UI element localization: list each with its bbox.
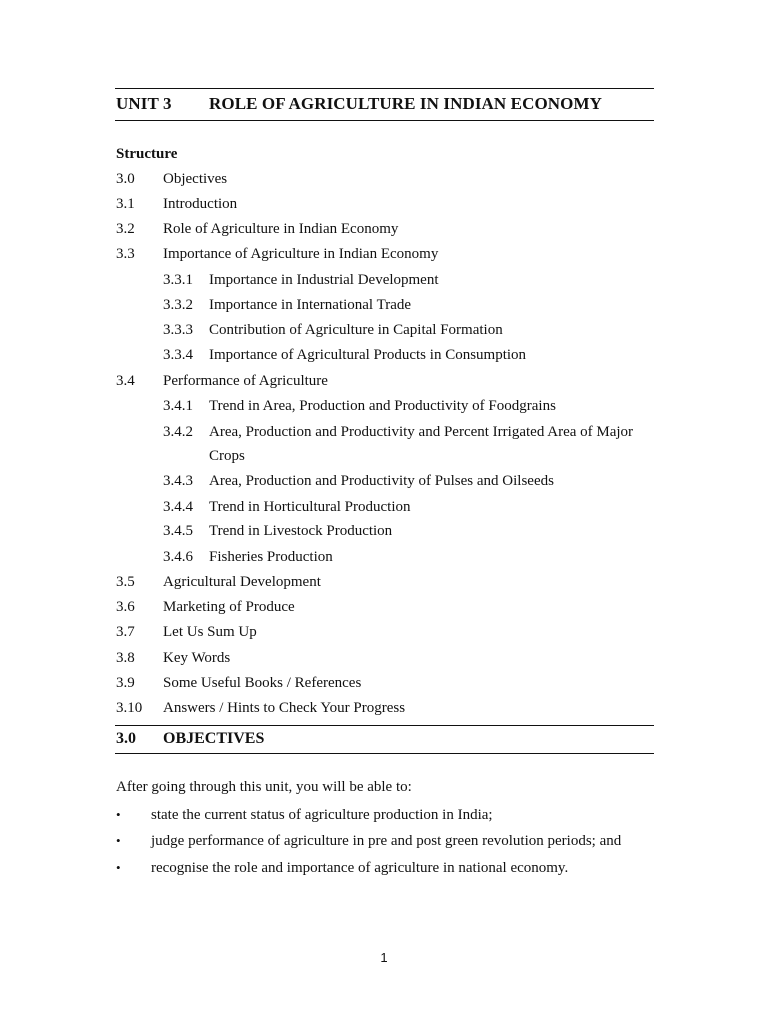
- toc-number: 3.3.1: [163, 272, 193, 288]
- toc-number: 3.4.1: [163, 398, 193, 414]
- bullet-icon: •: [116, 860, 121, 875]
- toc-label: Introduction: [163, 196, 238, 212]
- toc-number: 3.3: [116, 246, 135, 262]
- objective-text: recognise the role and importance of agriculture in national economy.: [151, 860, 569, 876]
- toc-label: Contribution of Agriculture in Capital Formation: [209, 322, 503, 338]
- toc-label: Trend in Horticultural Production: [209, 499, 411, 515]
- toc-label: Answers / Hints to Check Your Progress: [163, 700, 406, 716]
- objective-text: judge performance of agriculture in pre and post green revolution periods; and: [151, 833, 622, 849]
- top-rule: [115, 88, 654, 89]
- toc-number: 3.3.2: [163, 297, 193, 313]
- toc-number: 3.4.3: [163, 473, 193, 489]
- toc-label: Key Words: [163, 650, 231, 666]
- unit-title: ROLE OF AGRICULTURE IN INDIAN ECONOMY: [209, 94, 603, 113]
- toc-number: 3.5: [116, 574, 135, 590]
- objective-text: state the current status of agriculture production in India;: [151, 807, 493, 823]
- toc-label: Role of Agriculture in Indian Economy: [163, 221, 399, 237]
- toc-label: Importance of Agricultural Products in Consumption: [209, 347, 527, 363]
- toc-label: Trend in Livestock Production: [209, 523, 393, 539]
- toc-label: Objectives: [163, 171, 228, 187]
- toc-number: 3.4.6: [163, 549, 193, 565]
- toc-label: Importance in Industrial Development: [209, 272, 439, 288]
- toc-number: 3.10: [116, 700, 143, 716]
- unit-number: UNIT 3: [116, 94, 172, 113]
- toc-label-continuation: Crops: [209, 448, 245, 464]
- unit-heading-underline: [115, 120, 654, 121]
- bullet-icon: •: [116, 833, 121, 848]
- toc-number: 3.2: [116, 221, 135, 237]
- toc-number: 3.3.3: [163, 322, 193, 338]
- toc-number: 3.1: [116, 196, 135, 212]
- toc-number: 3.3.4: [163, 347, 193, 363]
- toc-number: 3.0: [116, 171, 135, 187]
- section-number: 3.0: [116, 730, 136, 747]
- toc-number: 3.4.5: [163, 523, 193, 539]
- toc-label: Importance of Agriculture in Indian Economy: [163, 246, 439, 262]
- toc-label: Marketing of Produce: [163, 599, 295, 615]
- toc-label: Importance in International Trade: [209, 297, 412, 313]
- toc-label: Fisheries Production: [209, 549, 333, 565]
- toc-label: Some Useful Books / References: [163, 675, 362, 691]
- objectives-top-rule: [115, 725, 654, 726]
- toc-number: 3.7: [116, 624, 135, 640]
- toc-number: 3.4: [116, 373, 135, 389]
- page-number: 1: [380, 950, 388, 965]
- structure-label: Structure: [116, 146, 178, 162]
- toc-number: 3.4.4: [163, 499, 193, 515]
- toc-label: Agricultural Development: [163, 574, 321, 590]
- unit-heading: [116, 94, 602, 114]
- toc-label: Area, Production and Productivity and Percent Irrigated Area of Major: [209, 424, 634, 440]
- toc-number: 3.6: [116, 599, 135, 615]
- objectives-intro: After going through this unit, you will be able to:: [116, 779, 412, 795]
- section-title: OBJECTIVES: [163, 730, 265, 747]
- toc-label: Area, Production and Productivity of Pulses and Oilseeds: [209, 473, 554, 489]
- toc-number: 3.4.2: [163, 424, 193, 440]
- toc-label: Let Us Sum Up: [163, 624, 257, 640]
- toc-number: 3.9: [116, 675, 135, 691]
- toc-label: Performance of Agriculture: [163, 373, 328, 389]
- bullet-icon: •: [116, 807, 121, 822]
- toc-label: Trend in Area, Production and Productivity of Foodgrains: [209, 398, 556, 414]
- objectives-bottom-rule: [115, 753, 654, 754]
- toc-number: 3.8: [116, 650, 135, 666]
